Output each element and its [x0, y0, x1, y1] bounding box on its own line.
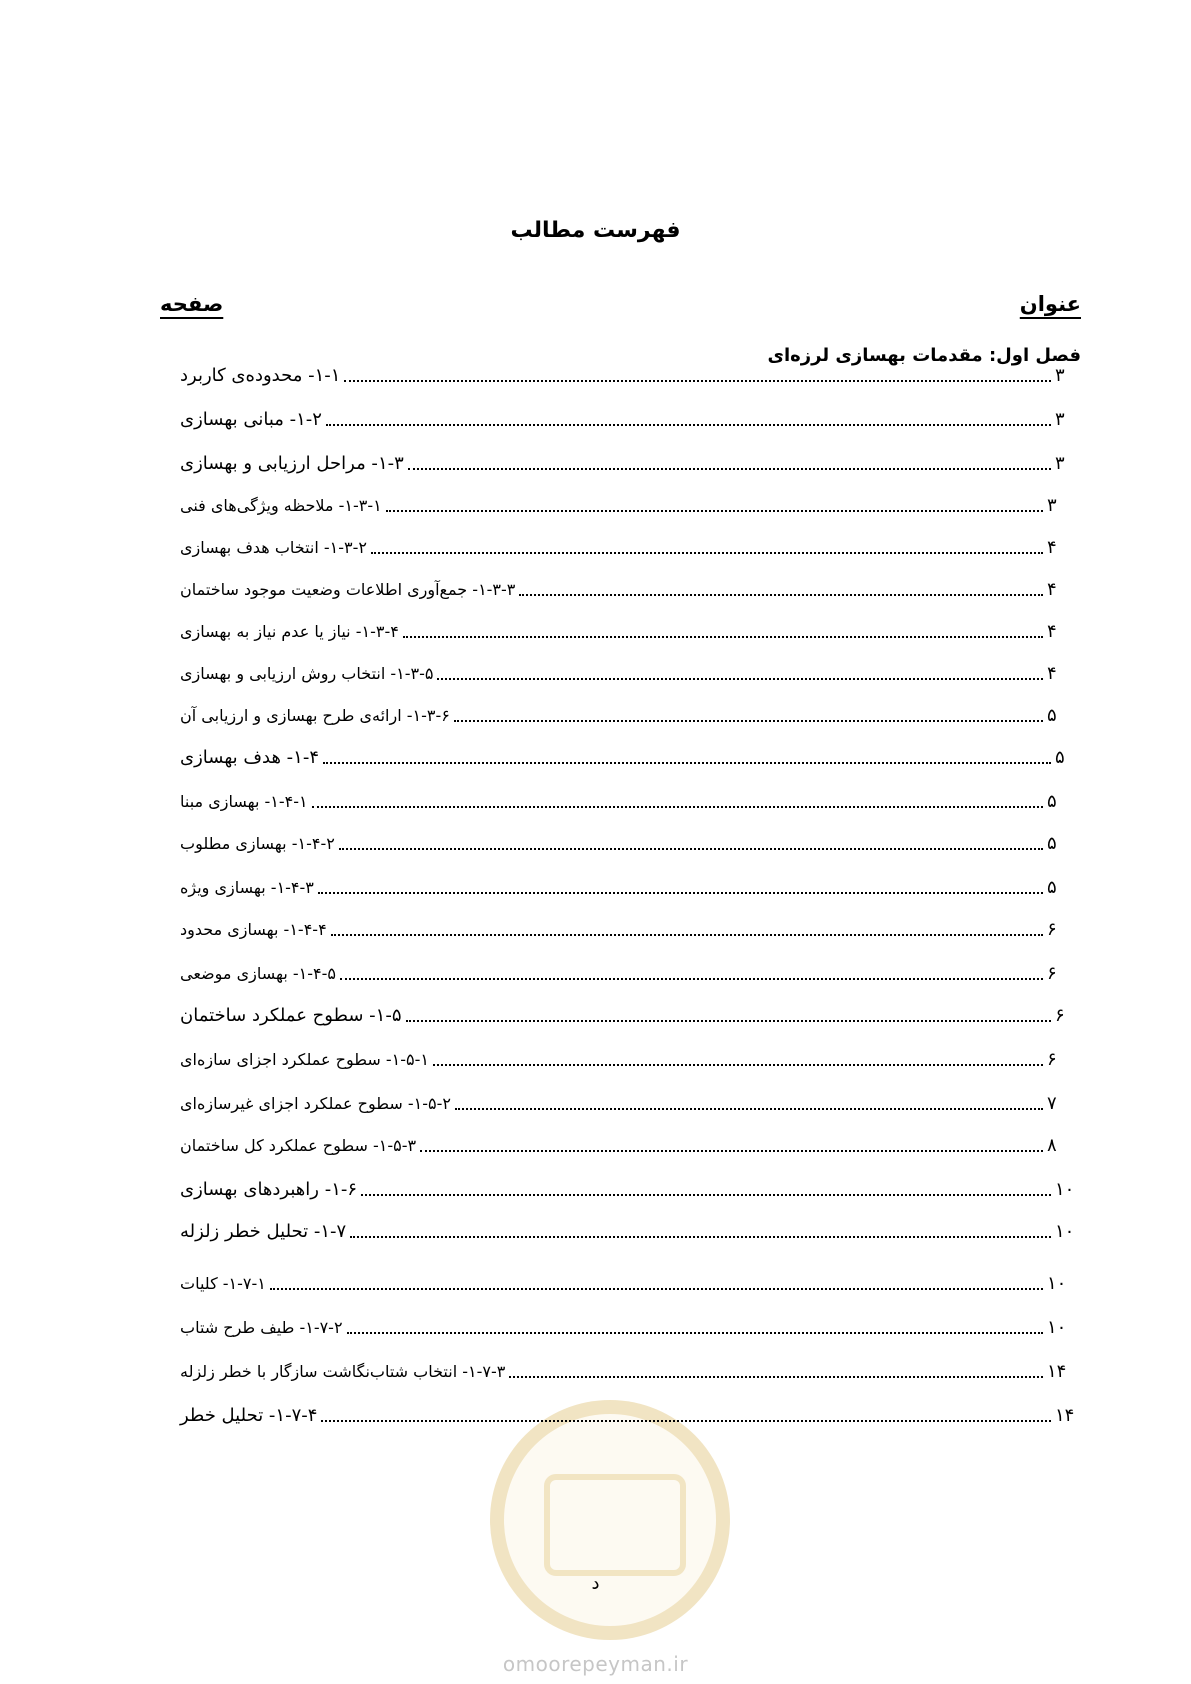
toc-entry-page: ۷ [1047, 1093, 1057, 1114]
toc-entry-page: ۳ [1055, 409, 1065, 430]
toc-dot-leader [326, 424, 1051, 426]
toc-dot-leader [454, 720, 1043, 722]
toc-entry-page: ۱۴ [1047, 1361, 1067, 1382]
toc-dot-leader [350, 1236, 1051, 1238]
toc-dot-leader [408, 468, 1051, 470]
toc-entry [180, 698, 1073, 728]
toc-dot-leader [386, 510, 1043, 512]
toc-entry-title: ۱-۵- سطوح عملکرد ساختمان [180, 1005, 402, 1026]
toc-entry [180, 402, 1081, 432]
toc-dot-leader [371, 552, 1043, 554]
toc-entry-page: ۴ [1047, 663, 1057, 684]
toc-entry [180, 1310, 1073, 1340]
toc-entry [180, 956, 1073, 986]
toc-dot-leader [347, 1332, 1043, 1334]
toc-entry-page: ۱۰ [1055, 1179, 1075, 1200]
toc-entry-page: ۶ [1047, 1049, 1057, 1070]
toc-entry [180, 446, 1081, 476]
toc-entry-title: ۱-۱- محدوده‌ی کاربرد [180, 365, 341, 386]
toc-entry-title: ۱-۳-۱- ملاحظه ویژگی‌های فنی [180, 496, 382, 515]
toc-dot-leader [519, 594, 1043, 596]
toc-dot-leader [323, 762, 1051, 764]
toc-entry-page: ۱۰ [1055, 1221, 1075, 1242]
toc-entry-page: ۸ [1047, 1135, 1057, 1156]
toc-entry-title: ۱-۳-۴- نیاز یا عدم نیاز به بهسازی [180, 622, 399, 641]
toc-dot-leader [340, 978, 1043, 980]
page-title: فهرست مطالب [510, 218, 681, 243]
toc-entry-title: ۱-۶- راهبردهای بهسازی [180, 1179, 358, 1200]
toc-entry [180, 1128, 1073, 1158]
toc-entry-title: ۱-۳- مراحل ارزیابی و بهسازی [180, 453, 404, 474]
toc-entry-title: ۱-۷-۳- انتخاب شتاب‌نگاشت سازگار با خطر زلزله [180, 1362, 506, 1381]
toc-entry-page: ۶ [1047, 919, 1057, 940]
toc-entry [180, 740, 1081, 770]
toc-entry-page: ۳ [1055, 365, 1065, 386]
toc-entry-title: ۱-۵-۱- سطوح عملکرد اجزای سازه‌ای [180, 1050, 429, 1069]
toc-dot-leader [420, 1150, 1043, 1152]
toc-entry-title: ۱-۷-۱- کلیات [180, 1274, 266, 1293]
watermark-seal-icon [490, 1400, 730, 1640]
toc-entry [180, 870, 1073, 900]
toc-dot-leader [406, 1020, 1052, 1022]
toc-entry-title: ۱-۳-۵- انتخاب روش ارزیابی و بهسازی [180, 664, 434, 683]
toc-dot-leader [455, 1108, 1043, 1110]
toc-dot-leader [331, 934, 1043, 936]
toc-entry [180, 358, 1081, 388]
toc-entry-title: ۱-۴-۱- بهسازی مبنا [180, 792, 308, 811]
toc-dot-leader [437, 678, 1043, 680]
toc-entry-title: ۱-۷-۴- تحلیل خطر [180, 1405, 318, 1426]
toc-entry-page: ۴ [1047, 579, 1057, 600]
chapter-heading: فصل اول: مقدمات بهسازی لرزه‌ای [767, 345, 1081, 366]
toc-entry-page: ۴ [1047, 621, 1057, 642]
toc-entry-title: ۱-۴- هدف بهسازی [180, 747, 320, 768]
toc-entry-page: ۳ [1047, 495, 1057, 516]
toc-entry-page: ۱۰ [1047, 1273, 1067, 1294]
toc-entry-page: ۶ [1055, 1005, 1065, 1026]
toc-dot-leader [270, 1288, 1043, 1290]
toc-entry [180, 1354, 1073, 1384]
toc-entry [180, 614, 1073, 644]
toc-entry-title: ۱-۴-۲- بهسازی مطلوب [180, 834, 335, 853]
toc-entry [180, 998, 1081, 1028]
toc-dot-leader [312, 806, 1043, 808]
toc-dot-leader [344, 380, 1051, 382]
toc-entry-page: ۱۰ [1047, 1317, 1067, 1338]
toc-dot-leader [318, 892, 1043, 894]
toc-dot-leader [339, 848, 1043, 850]
toc-entry-page: ۵ [1047, 791, 1057, 812]
toc-entry-title: ۱-۷- تحلیل خطر زلزله [180, 1221, 347, 1242]
toc-entry [180, 572, 1073, 602]
toc-entry [180, 1172, 1081, 1202]
toc-dot-leader [509, 1376, 1043, 1378]
toc-entry [180, 1266, 1073, 1296]
toc-entry-page: ۶ [1047, 963, 1057, 984]
toc-dot-leader [321, 1420, 1051, 1422]
toc-entry [180, 656, 1073, 686]
column-title-header: عنوان [1019, 292, 1081, 316]
toc-entry-title: ۱-۳-۶- ارائه‌ی طرح بهسازی و ارزیابی آن [180, 706, 450, 725]
toc-entry-title: ۱-۴-۳- بهسازی ویژه [180, 878, 314, 897]
toc-entry [180, 912, 1073, 942]
toc-entry-title: ۱-۴-۵- بهسازی موضعی [180, 964, 336, 983]
toc-dot-leader [361, 1194, 1051, 1196]
toc-entry [180, 1398, 1081, 1428]
toc-entry-title: ۱-۷-۲- طیف طرح شتاب [180, 1318, 343, 1337]
toc-entry-title: ۱-۴-۴- بهسازی محدود [180, 920, 327, 939]
toc-entry [180, 488, 1073, 518]
toc-entry-page: ۵ [1055, 747, 1065, 768]
toc-entry [180, 530, 1073, 560]
toc-entry-page: ۵ [1047, 705, 1057, 726]
toc-entry-page: ۵ [1047, 833, 1057, 854]
toc-entry [180, 1086, 1073, 1116]
toc-entry-title: ۱-۳-۳- جمع‌آوری اطلاعات وضعیت موجود ساختمان [180, 580, 516, 599]
column-page-header: صفحه [160, 292, 224, 316]
page-number: د [591, 1573, 600, 1594]
toc-dot-leader [433, 1064, 1043, 1066]
toc-entry-page: ۳ [1055, 453, 1065, 474]
toc-entry [180, 784, 1073, 814]
website-watermark: omoorepeyman.ir [502, 1652, 689, 1676]
toc-entry-title: ۱-۵-۲- سطوح عملکرد اجزای غیرسازه‌ای [180, 1094, 451, 1113]
toc-entry [180, 826, 1073, 856]
toc-entry [180, 1214, 1081, 1244]
toc-entry-page: ۱۴ [1055, 1405, 1075, 1426]
toc-entry-title: ۱-۲- مبانی بهسازی [180, 409, 322, 430]
toc-entry-title: ۱-۵-۳- سطوح عملکرد کل ساختمان [180, 1136, 417, 1155]
toc-entry-page: ۴ [1047, 537, 1057, 558]
toc-entry [180, 1042, 1073, 1072]
toc-entry-title: ۱-۳-۲- انتخاب هدف بهسازی [180, 538, 367, 557]
toc-entry-page: ۵ [1047, 877, 1057, 898]
toc-dot-leader [403, 636, 1043, 638]
